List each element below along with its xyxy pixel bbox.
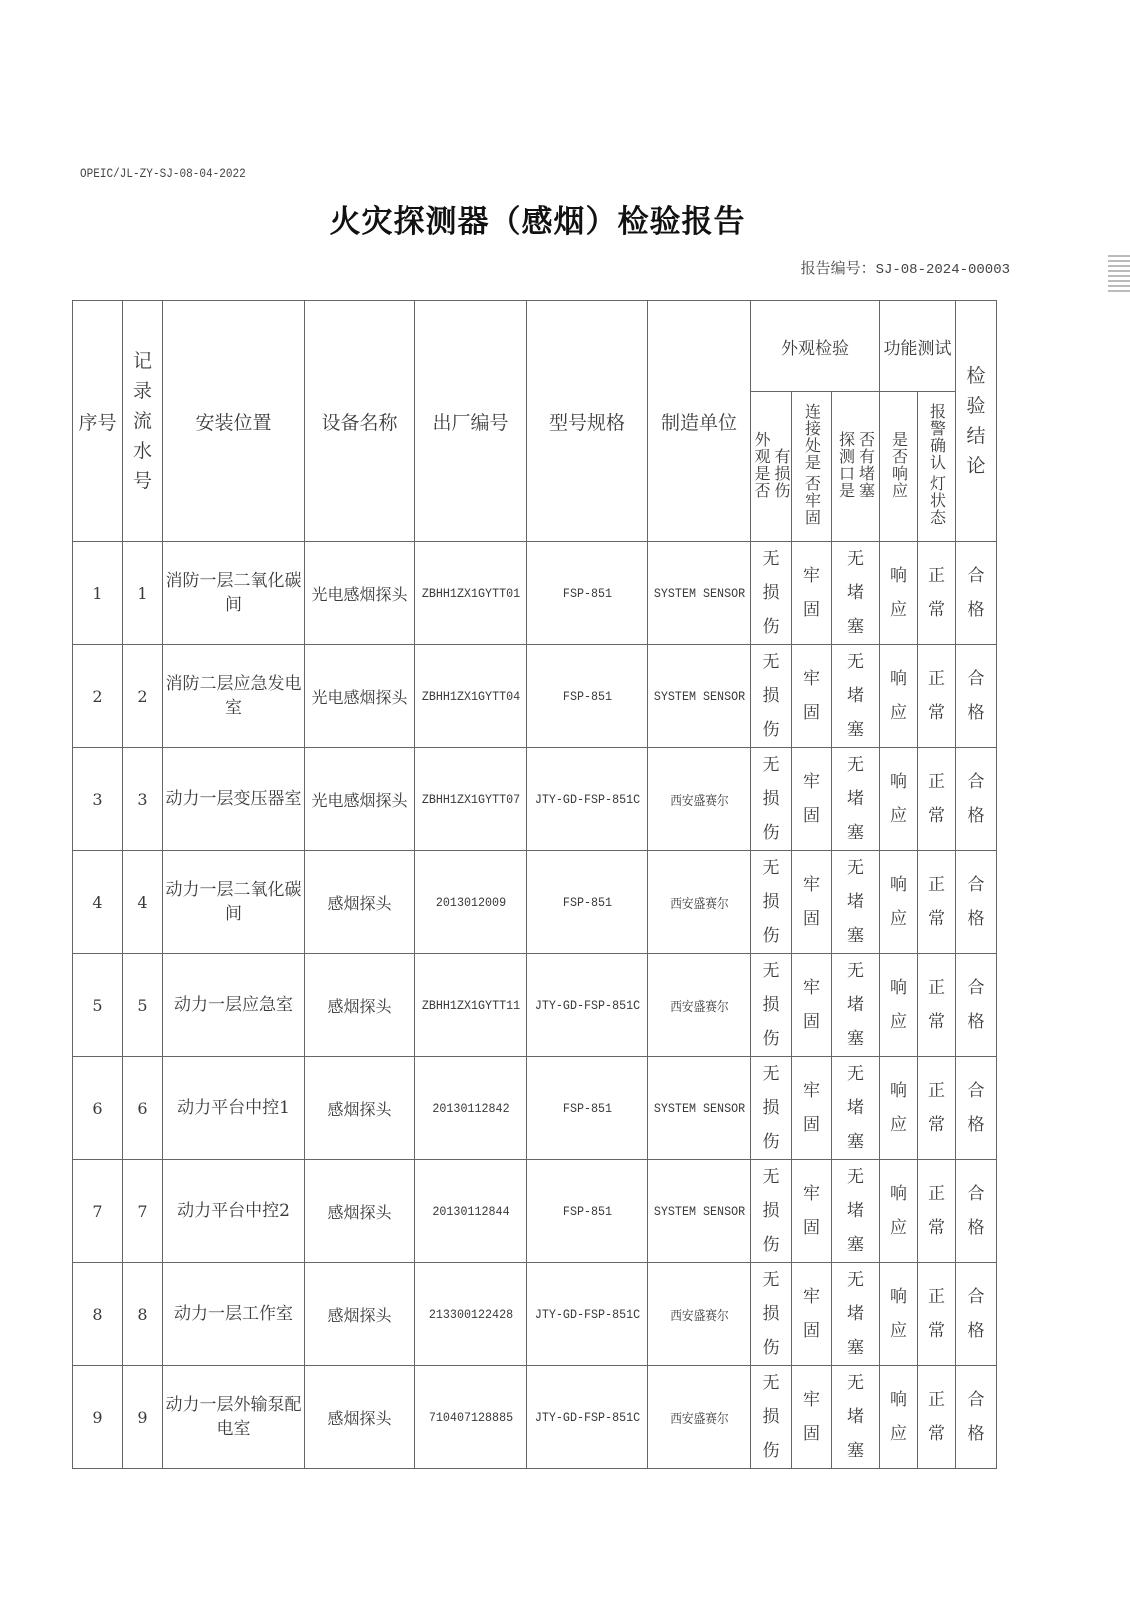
header-firm-line1: 连接处是 — [802, 403, 822, 471]
report-number — [801, 257, 1010, 278]
cell-device-name: 感烟探头 — [305, 954, 415, 1057]
cell-serial-no: ZBHH1ZX1GYTT01 — [420, 542, 521, 645]
cell-seq: 3 — [73, 748, 123, 851]
cell-location: 动力平台中控1 — [163, 1057, 305, 1160]
cell-conclusion: 合格 — [956, 542, 997, 645]
cell-damage: 无损伤 — [751, 1057, 792, 1160]
cell-firm: 牢固 — [792, 1160, 832, 1263]
cell-seq: 8 — [73, 1263, 123, 1366]
cell-blockage: 无堵塞 — [832, 542, 880, 645]
cell-model: FSP-851 — [533, 851, 642, 954]
cell-location: 动力一层应急室 — [163, 954, 305, 1057]
header-device-name: 设备名称 — [305, 301, 415, 542]
cell-manufacturer: SYSTEM SENSOR — [653, 542, 746, 645]
cell-manufacturer: 西安盛赛尔 — [653, 851, 746, 954]
header-serial-no: 出厂编号 — [415, 301, 527, 542]
cell-device-name: 光电感烟探头 — [305, 748, 415, 851]
cell-record-no: 1 — [123, 542, 163, 645]
header-alarm — [918, 392, 956, 542]
cell-model: JTY-GD-FSP-851C — [533, 954, 642, 1057]
cell-device-name: 感烟探头 — [305, 1263, 415, 1366]
cell-blockage: 无堵塞 — [832, 954, 880, 1057]
cell-conclusion: 合格 — [956, 1160, 997, 1263]
cell-record-no: 3 — [123, 748, 163, 851]
table-row — [73, 1366, 997, 1469]
cell-location: 动力平台中控2 — [163, 1160, 305, 1263]
cell-device-name: 光电感烟探头 — [305, 645, 415, 748]
cell-location: 动力一层二氧化碳间 — [163, 851, 305, 954]
cell-location: 动力一层外输泵配电室 — [163, 1366, 305, 1469]
cell-model: FSP-851 — [533, 1057, 642, 1160]
table-row — [73, 954, 997, 1057]
cell-record-no: 5 — [123, 954, 163, 1057]
header-firm-line2: 否牢固 — [802, 475, 822, 526]
cell-response: 响应 — [880, 851, 918, 954]
table-row — [73, 1057, 997, 1160]
cell-manufacturer: SYSTEM SENSOR — [653, 645, 746, 748]
cell-firm: 牢固 — [792, 748, 832, 851]
cell-record-no: 7 — [123, 1160, 163, 1263]
header-record-no: 记录流水号 — [123, 301, 163, 542]
header-alarm-line2: 灯状态 — [927, 475, 947, 526]
cell-response: 响应 — [880, 542, 918, 645]
cell-alarm: 正常 — [918, 645, 956, 748]
report-title: 火灾探测器（感烟）检验报告 — [329, 204, 746, 240]
cell-conclusion: 合格 — [956, 748, 997, 851]
cell-seq: 1 — [73, 542, 123, 645]
cell-firm: 牢固 — [792, 1057, 832, 1160]
cell-firm: 牢固 — [792, 851, 832, 954]
cell-firm: 牢固 — [792, 1366, 832, 1469]
cell-conclusion: 合格 — [956, 645, 997, 748]
cell-seq: 7 — [73, 1160, 123, 1263]
header-alarm-line1: 报警确认 — [927, 403, 947, 471]
cell-conclusion: 合格 — [956, 1057, 997, 1160]
cell-serial-no: 20130112842 — [420, 1057, 521, 1160]
report-number-value: SJ-08-2024-00003 — [875, 262, 1010, 278]
cell-location: 动力一层变压器室 — [163, 748, 305, 851]
cell-alarm: 正常 — [918, 748, 956, 851]
cell-model: JTY-GD-FSP-851C — [533, 748, 642, 851]
cell-serial-no: 2013012009 — [420, 851, 521, 954]
header-damage-line1: 外观是否 — [752, 430, 771, 499]
cell-damage: 无损伤 — [751, 1263, 792, 1366]
header-firm — [792, 392, 832, 542]
cell-conclusion: 合格 — [956, 954, 997, 1057]
cell-device-name: 感烟探头 — [305, 1057, 415, 1160]
header-blockage — [832, 392, 880, 542]
cell-damage: 无损伤 — [751, 1160, 792, 1263]
cell-damage: 无损伤 — [751, 748, 792, 851]
cell-damage: 无损伤 — [751, 542, 792, 645]
header-blockage-line2: 否有堵塞 — [856, 430, 876, 499]
cell-damage: 无损伤 — [751, 1366, 792, 1469]
cell-serial-no: 213300122428 — [420, 1263, 521, 1366]
cell-serial-no: ZBHH1ZX1GYTT07 — [420, 748, 521, 851]
cell-serial-no: ZBHH1ZX1GYTT11 — [420, 954, 521, 1057]
cell-device-name: 感烟探头 — [305, 1366, 415, 1469]
cell-response: 响应 — [880, 1263, 918, 1366]
scan-edge-mark — [1108, 255, 1130, 295]
header-damage — [751, 392, 792, 542]
cell-blockage: 无堵塞 — [832, 851, 880, 954]
cell-alarm: 正常 — [918, 1160, 956, 1263]
cell-alarm: 正常 — [918, 1366, 956, 1469]
header-manufacturer: 制造单位 — [648, 301, 751, 542]
cell-blockage: 无堵塞 — [832, 1263, 880, 1366]
table-row — [73, 748, 997, 851]
table-row — [73, 542, 997, 645]
table-row — [73, 851, 997, 954]
cell-serial-no: 710407128885 — [420, 1366, 521, 1469]
cell-alarm: 正常 — [918, 542, 956, 645]
cell-damage: 无损伤 — [751, 954, 792, 1057]
cell-damage: 无损伤 — [751, 645, 792, 748]
cell-alarm: 正常 — [918, 1263, 956, 1366]
cell-alarm: 正常 — [918, 954, 956, 1057]
cell-record-no: 9 — [123, 1366, 163, 1469]
cell-record-no: 6 — [123, 1057, 163, 1160]
document-code: OPEIC/JL-ZY-SJ-08-04-2022 — [80, 166, 246, 181]
cell-serial-no: ZBHH1ZX1GYTT04 — [420, 645, 521, 748]
cell-record-no: 2 — [123, 645, 163, 748]
header-appearance-group: 外观检验 — [751, 301, 880, 392]
cell-seq: 2 — [73, 645, 123, 748]
cell-blockage: 无堵塞 — [832, 1057, 880, 1160]
cell-device-name: 感烟探头 — [305, 851, 415, 954]
cell-conclusion: 合格 — [956, 1366, 997, 1469]
cell-conclusion: 合格 — [956, 851, 997, 954]
cell-location: 消防二层应急发电室 — [163, 645, 305, 748]
cell-model: JTY-GD-FSP-851C — [533, 1263, 642, 1366]
header-conclusion: 检验结论 — [956, 301, 997, 542]
cell-response: 响应 — [880, 645, 918, 748]
cell-seq: 4 — [73, 851, 123, 954]
cell-location: 动力一层工作室 — [163, 1263, 305, 1366]
header-damage-line2: 有损伤 — [772, 447, 791, 499]
cell-serial-no: 20130112844 — [420, 1160, 521, 1263]
cell-alarm: 正常 — [918, 851, 956, 954]
cell-device-name: 感烟探头 — [305, 1160, 415, 1263]
table-row — [73, 1263, 997, 1366]
cell-firm: 牢固 — [792, 645, 832, 748]
cell-seq: 6 — [73, 1057, 123, 1160]
cell-manufacturer: 西安盛赛尔 — [653, 954, 746, 1057]
cell-blockage: 无堵塞 — [832, 1160, 880, 1263]
cell-seq: 5 — [73, 954, 123, 1057]
cell-manufacturer: 西安盛赛尔 — [653, 1263, 746, 1366]
cell-model: FSP-851 — [533, 1160, 642, 1263]
cell-conclusion: 合格 — [956, 1263, 997, 1366]
cell-response: 响应 — [880, 954, 918, 1057]
table-row — [73, 1160, 997, 1263]
cell-response: 响应 — [880, 748, 918, 851]
cell-record-no: 8 — [123, 1263, 163, 1366]
cell-seq: 9 — [73, 1366, 123, 1469]
cell-manufacturer: 西安盛赛尔 — [653, 1366, 746, 1469]
cell-firm: 牢固 — [792, 542, 832, 645]
cell-response: 响应 — [880, 1160, 918, 1263]
cell-blockage: 无堵塞 — [832, 748, 880, 851]
cell-response: 响应 — [880, 1366, 918, 1469]
header-response: 是否响应 — [880, 392, 918, 542]
report-number-label: 报告编号： — [800, 259, 876, 277]
cell-device-name: 光电感烟探头 — [305, 542, 415, 645]
cell-location: 消防一层二氧化碳间 — [163, 542, 305, 645]
header-blockage-line1: 探测口是 — [836, 430, 856, 499]
header-function-group: 功能测试 — [880, 301, 956, 392]
cell-record-no: 4 — [123, 851, 163, 954]
cell-firm: 牢固 — [792, 954, 832, 1057]
table-row — [73, 645, 997, 748]
cell-model: FSP-851 — [533, 542, 642, 645]
cell-model: FSP-851 — [533, 645, 642, 748]
cell-blockage: 无堵塞 — [832, 1366, 880, 1469]
cell-model: JTY-GD-FSP-851C — [533, 1366, 642, 1469]
cell-manufacturer: SYSTEM SENSOR — [653, 1160, 746, 1263]
cell-alarm: 正常 — [918, 1057, 956, 1160]
cell-response: 响应 — [880, 1057, 918, 1160]
cell-manufacturer: SYSTEM SENSOR — [653, 1057, 746, 1160]
inspection-table — [72, 300, 997, 1469]
header-seq: 序号 — [73, 301, 123, 542]
header-model: 型号规格 — [527, 301, 648, 542]
header-location: 安装位置 — [163, 301, 305, 542]
cell-damage: 无损伤 — [751, 851, 792, 954]
cell-manufacturer: 西安盛赛尔 — [653, 748, 746, 851]
cell-blockage: 无堵塞 — [832, 645, 880, 748]
cell-firm: 牢固 — [792, 1263, 832, 1366]
